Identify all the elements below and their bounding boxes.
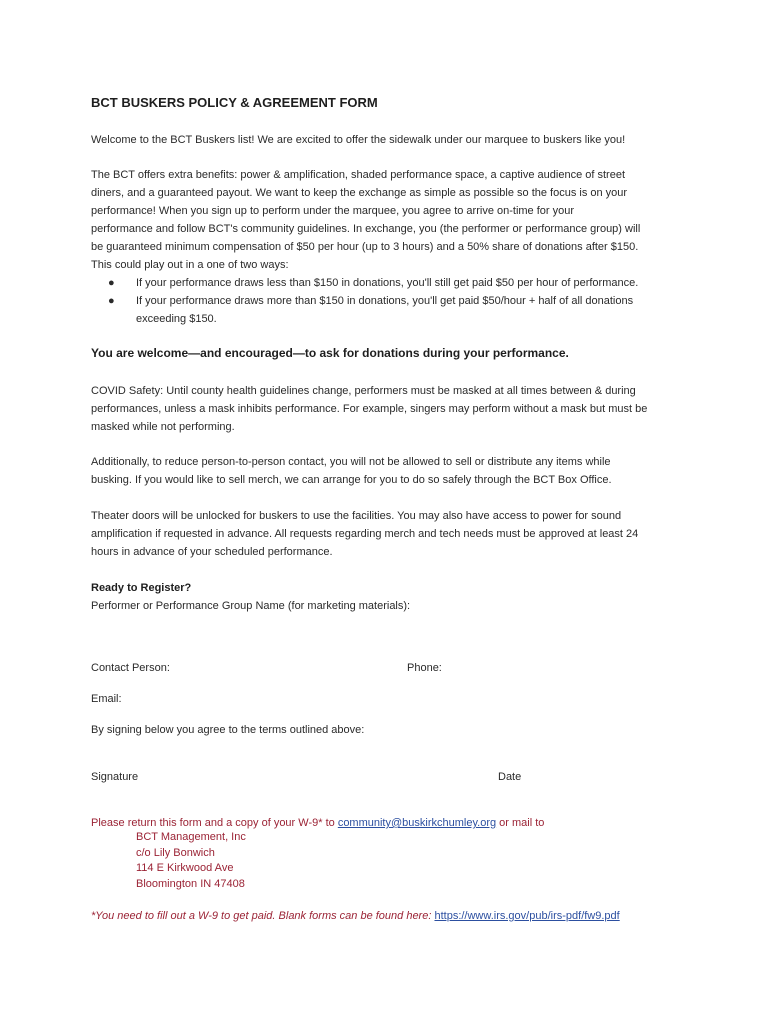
phone-label: Phone: [407, 662, 442, 674]
bullet-line: If your performance draws less than $150 in donations, you'll still get paid $50 per hour of performance. [136, 277, 639, 289]
bullet-line: exceeding $150. [136, 313, 217, 325]
doors-line: Theater doors will be unlocked for buskers to use the facilities. You may also have access to power for sound [91, 510, 622, 522]
benefits-paragraph [91, 166, 689, 274]
benefits-line: performance and follow BCT's community guidelines. In exchange, you (the performer or performance group) will [91, 223, 641, 235]
benefits-line: be guaranteed minimum compensation of $50 per hour (up to 3 hours) and a 50% share of donations after $150. [91, 241, 639, 253]
covid-paragraph [91, 382, 689, 436]
intro-paragraph: Welcome to the BCT Buskers list! We are excited to offer the sidewalk under our marquee to buskers like you! [91, 134, 626, 146]
donations-heading: You are welcome—and encouraged—to ask for donations during your performance. [91, 346, 569, 360]
w9-footnote [91, 907, 620, 925]
email-label: Email: [91, 693, 122, 705]
covid-line: COVID Safety: Until county health guidelines change, performers must be masked at all times between & during [91, 385, 636, 397]
agreement-statement: By signing below you agree to the terms outlined above: [91, 724, 365, 736]
merch-line: Additionally, to reduce person-to-person contact, you will not be allowed to sell or distribute any items while [91, 456, 611, 468]
doors-line: amplification if requested in advance. All requests regarding merch and tech needs must be approved at least 24 [91, 528, 639, 540]
form-title: BCT BUSKERS POLICY & AGREEMENT FORM [91, 95, 378, 110]
footnote-text: *You need to fill out a W-9 to get paid. Blank forms can be found here: [91, 910, 435, 922]
benefits-line: This could play out in a one of two ways: [91, 259, 289, 271]
email-field[interactable] [130, 690, 680, 708]
payout-bullet-list [108, 274, 688, 328]
benefits-line: performance! When you sign up to perform under the marquee, you agree to arrive on-time for your [91, 205, 575, 217]
return-prefix: Please return this form and a copy of your W-9* to [91, 817, 338, 829]
address-line: Bloomington IN 47408 [136, 877, 245, 890]
benefits-line: The BCT offers extra benefits: power & amplification, shaded performance space, a captive audience of street [91, 169, 625, 181]
performer-name-field[interactable] [91, 618, 689, 654]
signature-label: Signature [91, 771, 139, 783]
doors-line: hours in advance of your scheduled performance. [91, 546, 333, 558]
bullet-line: If your performance draws more than $150 in donations, you'll get paid $50/hour + half of all donations [136, 295, 634, 307]
benefits-line: diners, and a guaranteed payout. We want to keep the exchange as simple as possible so the focus is on your [91, 187, 628, 199]
bullet-item [108, 292, 688, 328]
address-line: 114 E Kirkwood Ave [136, 862, 234, 874]
phone-field[interactable] [450, 659, 680, 677]
mailing-address [136, 830, 246, 892]
register-heading: Ready to Register? [91, 582, 192, 594]
return-suffix: or mail to [496, 817, 545, 829]
bullet-icon: ● [108, 295, 115, 307]
date-label: Date [498, 771, 522, 783]
performer-name-label: Performer or Performance Group Name (for marketing materials): [91, 600, 411, 612]
merch-paragraph [91, 453, 689, 489]
covid-line: masked while not performing. [91, 421, 235, 433]
address-line: c/o Lily Bonwich [136, 846, 215, 859]
bullet-icon: ● [108, 277, 115, 289]
irs-w9-link[interactable]: https://www.irs.gov/pub/irs-pdf/fw9.pdf [434, 910, 620, 922]
contact-person-field[interactable] [190, 659, 400, 677]
bullet-item [108, 274, 688, 292]
covid-line: performances, unless a mask inhibits performance. For example, singers may perform without a mask but must be [91, 403, 648, 415]
contact-person-label: Contact Person: [91, 662, 170, 674]
doors-paragraph [91, 507, 689, 561]
address-line: BCT Management, Inc [136, 831, 246, 843]
merch-line: busking. If you would like to sell merch, we can arrange for you to do so safely through the BCT Box Office. [91, 474, 612, 486]
community-email-link[interactable]: community@buskirkchumley.org [337, 817, 497, 829]
